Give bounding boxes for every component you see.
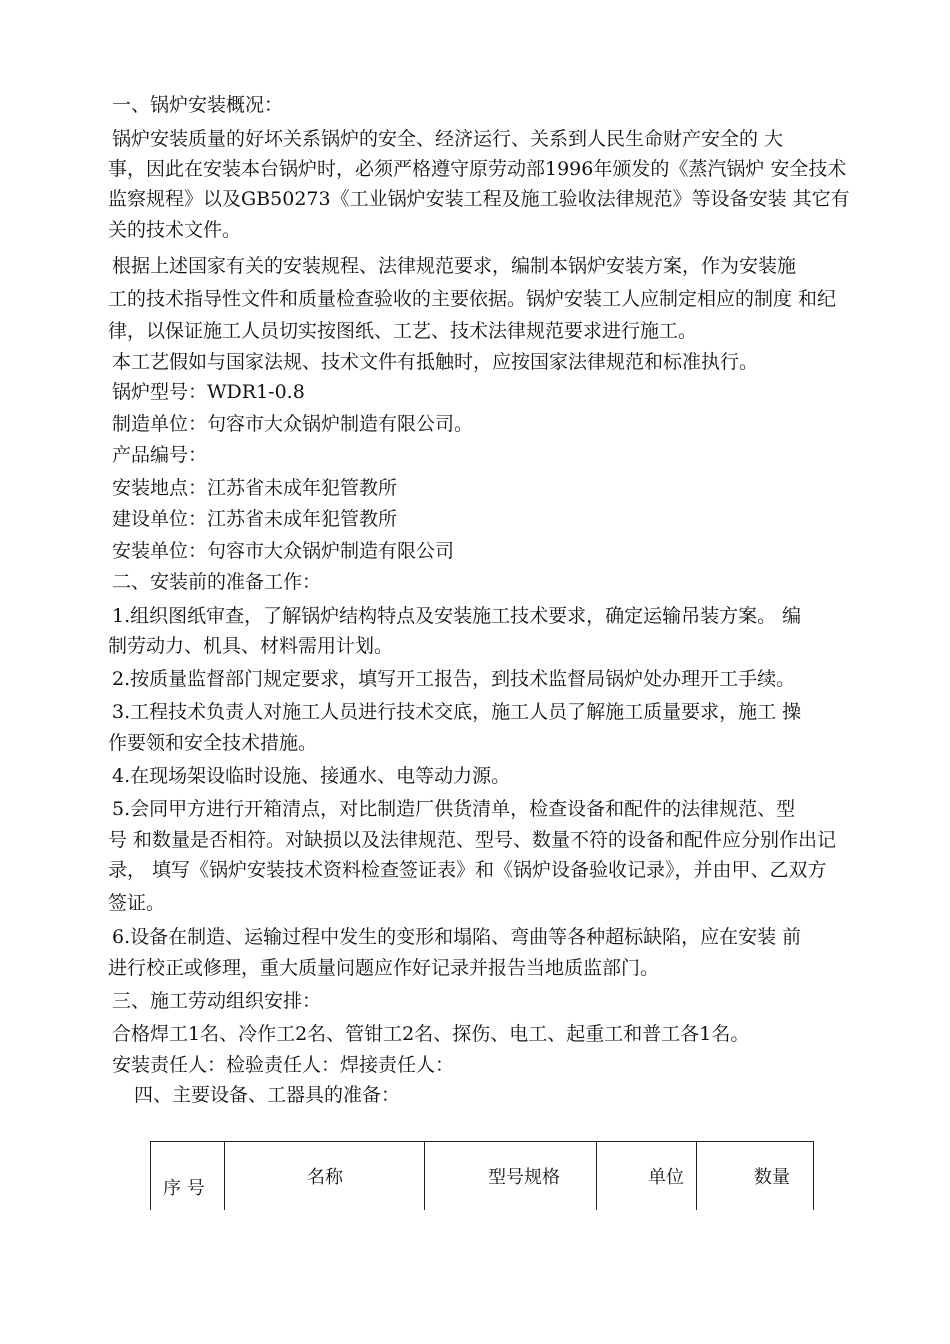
manufacturer: 制造单位：句容市大众锅炉制造有限公司。 — [112, 413, 474, 435]
list-item: 1.组织图纸审查，了解锅炉结构特点及安装施工技术要求，确定运输吊装方案。 编 — [112, 605, 802, 627]
list-item-cont: 进行校正或修理，重大质量问题应作好记录并报告当地质监部门。 — [108, 957, 660, 979]
section-heading-2: 二、安装前的准备工作： — [112, 571, 322, 593]
equipment-table — [150, 1141, 814, 1210]
list-item-cont: 录， 填写《锅炉安装技术资料检查签证表》和《锅炉设备验收记录》，并由甲、乙双方 — [108, 859, 827, 881]
paragraph-line: 事，因此在安装本台锅炉时，必须严格遵守原劳动部1996年颁发的《蒸汽锅炉 安全技术 — [108, 158, 847, 180]
paragraph-line: 工的技术指导性文件和质量检查验收的主要依据。锅炉安装工人应制定相应的制度 和纪 — [108, 288, 837, 310]
table-divider — [424, 1142, 425, 1210]
responsible-persons: 安装责任人：检验责任人：焊接责任人： — [112, 1054, 455, 1076]
table-divider — [596, 1142, 597, 1210]
paragraph-line: 锅炉安装质量的好坏关系锅炉的安全、经济运行、关系到人民生命财产安全的 大 — [112, 128, 784, 150]
product-number: 产品编号： — [112, 444, 208, 466]
header-quantity: 数量 — [754, 1167, 790, 1188]
boiler-model: 锅炉型号：WDR1-0.8 — [112, 381, 305, 403]
list-item-cont: 制劳动力、机具、材料需用计划。 — [108, 635, 394, 657]
header-seq: 序 号 — [163, 1178, 205, 1199]
section-heading-4: 四、主要设备、工器具的准备： — [134, 1084, 401, 1106]
list-item: 3.工程技术负责人对施工人员进行技术交底，施工人员了解施工质量要求，施工 操 — [112, 701, 802, 723]
paragraph-line: 根据上述国家有关的安装规程、法律规范要求，编制本锅炉安装方案，作为安装施 — [112, 255, 797, 277]
construction-unit: 建设单位：江苏省未成年犯管教所 — [112, 508, 398, 530]
list-item-cont: 签证。 — [108, 892, 166, 914]
staffing-line: 合格焊工1名、冷作工2名、管钳工2名、探伤、电工、起重工和普工各1名。 — [112, 1023, 750, 1045]
header-name: 名称 — [307, 1167, 343, 1188]
list-item-cont: 作要领和安全技术措施。 — [108, 732, 318, 754]
table-divider — [224, 1142, 225, 1210]
install-location: 安装地点：江苏省未成年犯管教所 — [112, 477, 398, 499]
list-item: 5.会同甲方进行开箱清点，对比制造厂供货清单，检查设备和配件的法律规范、型 — [112, 798, 796, 820]
header-model: 型号规格 — [488, 1167, 560, 1188]
installation-unit: 安装单位：句容市大众锅炉制造有限公司 — [112, 540, 455, 562]
paragraph-line: 本工艺假如与国家法规、技术文件有抵触时，应按国家法律规范和标准执行。 — [112, 351, 759, 373]
paragraph-line: 监察规程》以及GB50273《工业锅炉安装工程及施工验收法律规范》等设备安装 其它有 — [108, 188, 850, 210]
paragraph-line: 律，以保证施工人员切实按图纸、工艺、技术法律规范要求进行施工。 — [108, 320, 698, 342]
header-unit: 单位 — [648, 1167, 684, 1188]
list-item-cont: 号 和数量是否相符。对缺损以及法律规范、型号、数量不符的设备和配件应分别作出记 — [108, 829, 837, 851]
list-item: 6.设备在制造、运输过程中发生的变形和塌陷、弯曲等各种超标缺陷，应在安装 前 — [112, 926, 802, 948]
section-heading-3: 三、施工劳动组织安排： — [112, 990, 322, 1012]
section-heading-1: 一、锅炉安装概况： — [112, 94, 284, 116]
list-item: 4.在现场架设临时设施、接通水、电等动力源。 — [112, 765, 511, 787]
list-item: 2.按质量监督部门规定要求，填写开工报告，到技术监督局锅炉处办理开工手续。 — [112, 668, 796, 690]
paragraph-line: 关的技术文件。 — [108, 219, 242, 241]
table-divider — [696, 1142, 697, 1210]
